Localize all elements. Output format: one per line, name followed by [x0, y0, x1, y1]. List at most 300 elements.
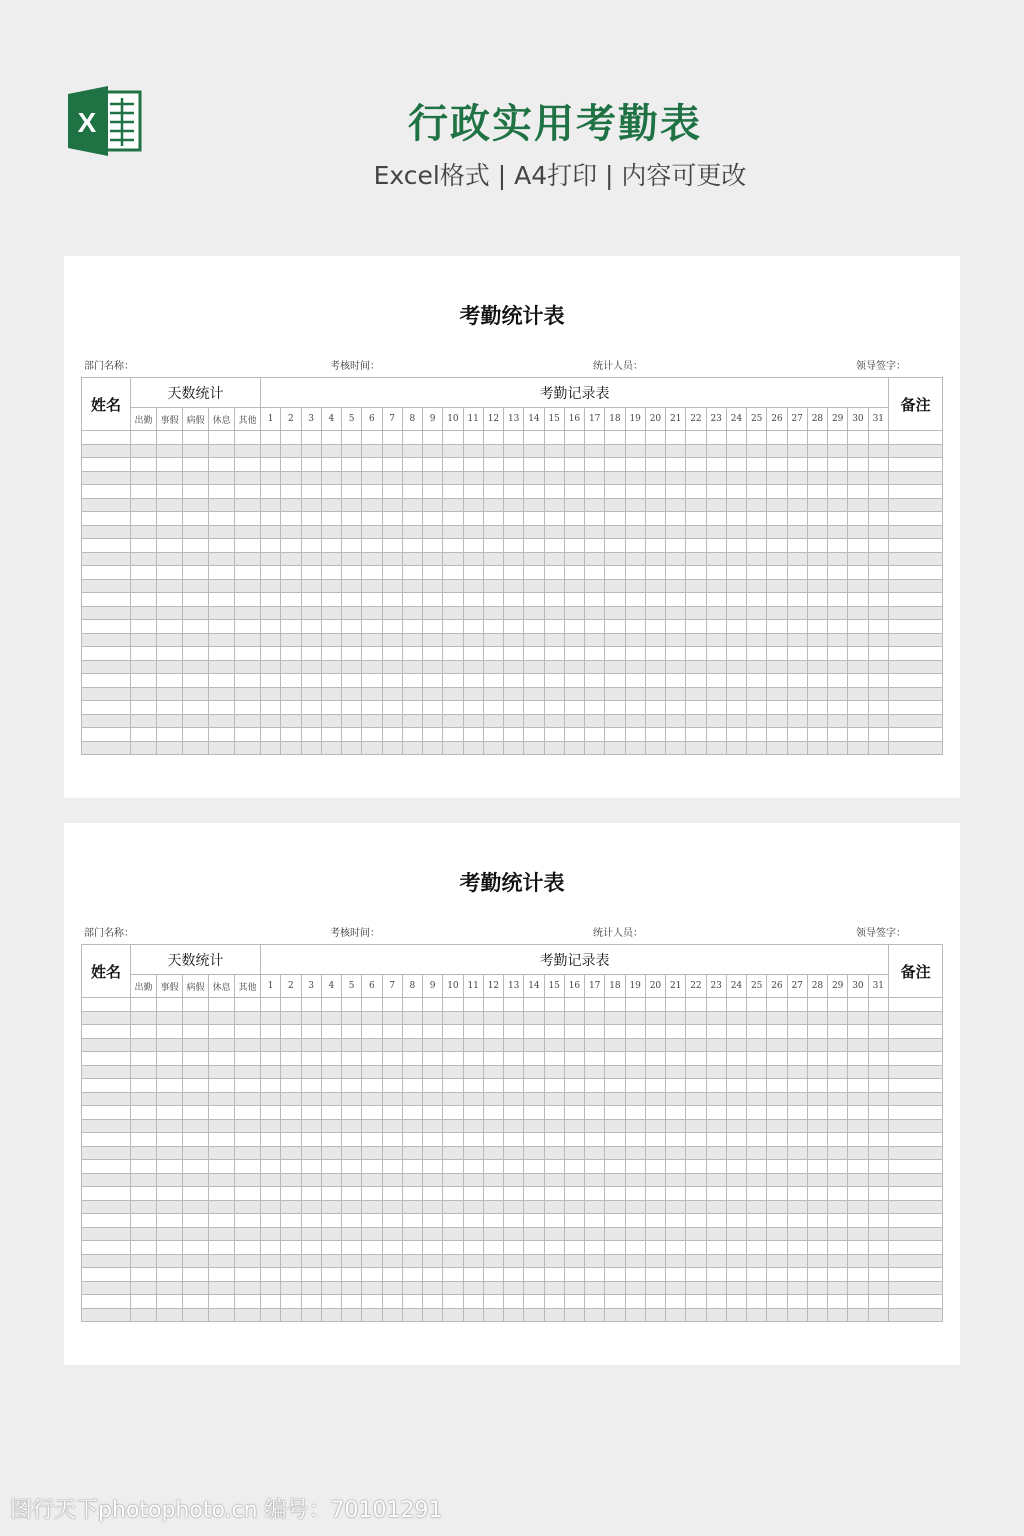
table-cell[interactable]	[504, 566, 524, 580]
table-cell[interactable]	[767, 512, 787, 526]
table-cell[interactable]	[686, 660, 706, 674]
table-cell[interactable]	[131, 1241, 157, 1255]
table-cell[interactable]	[807, 1065, 827, 1079]
table-cell[interactable]	[131, 1187, 157, 1201]
table-cell[interactable]	[666, 633, 686, 647]
table-cell[interactable]	[183, 714, 209, 728]
table-cell[interactable]	[483, 1092, 503, 1106]
table-cell[interactable]	[848, 1160, 868, 1174]
table-cell[interactable]	[382, 1241, 402, 1255]
table-cell[interactable]	[362, 431, 382, 445]
table-cell[interactable]	[209, 539, 235, 553]
table-cell[interactable]	[82, 593, 131, 607]
table-cell[interactable]	[544, 485, 564, 499]
table-cell[interactable]	[504, 998, 524, 1012]
table-cell[interactable]	[131, 512, 157, 526]
table-cell[interactable]	[625, 998, 645, 1012]
table-cell[interactable]	[157, 1106, 183, 1120]
table-cell[interactable]	[443, 1200, 463, 1214]
table-cell[interactable]	[463, 1160, 483, 1174]
table-cell[interactable]	[301, 566, 321, 580]
table-cell[interactable]	[828, 1052, 848, 1066]
table-cell[interactable]	[767, 1308, 787, 1322]
table-cell[interactable]	[183, 687, 209, 701]
table-cell[interactable]	[787, 1052, 807, 1066]
table-cell[interactable]	[423, 431, 443, 445]
table-cell[interactable]	[625, 687, 645, 701]
table-cell[interactable]	[726, 444, 746, 458]
table-cell[interactable]	[645, 1295, 665, 1309]
table-cell[interactable]	[524, 1106, 544, 1120]
table-cell[interactable]	[402, 485, 422, 499]
table-cell[interactable]	[321, 1308, 341, 1322]
table-cell[interactable]	[767, 1079, 787, 1093]
table-cell[interactable]	[787, 1065, 807, 1079]
table-cell[interactable]	[342, 444, 362, 458]
table-cell[interactable]	[423, 512, 443, 526]
table-cell[interactable]	[848, 1214, 868, 1228]
table-cell[interactable]	[443, 1241, 463, 1255]
table-cell[interactable]	[807, 687, 827, 701]
table-cell[interactable]	[787, 1119, 807, 1133]
table-cell[interactable]	[82, 1295, 131, 1309]
table-cell[interactable]	[463, 1011, 483, 1025]
table-cell[interactable]	[342, 552, 362, 566]
table-cell[interactable]	[235, 444, 261, 458]
table-cell[interactable]	[423, 485, 443, 499]
table-cell[interactable]	[183, 1146, 209, 1160]
table-cell[interactable]	[209, 1038, 235, 1052]
table-cell[interactable]	[235, 1281, 261, 1295]
table-cell[interactable]	[605, 593, 625, 607]
table-cell[interactable]	[544, 633, 564, 647]
table-cell[interactable]	[235, 647, 261, 661]
table-cell[interactable]	[524, 1065, 544, 1079]
table-cell[interactable]	[889, 1119, 943, 1133]
table-cell[interactable]	[261, 539, 281, 553]
table-cell[interactable]	[402, 593, 422, 607]
table-cell[interactable]	[483, 593, 503, 607]
table-cell[interactable]	[342, 1052, 362, 1066]
table-cell[interactable]	[706, 1227, 726, 1241]
table-cell[interactable]	[848, 1187, 868, 1201]
table-cell[interactable]	[726, 606, 746, 620]
table-cell[interactable]	[261, 525, 281, 539]
table-cell[interactable]	[362, 539, 382, 553]
table-cell[interactable]	[524, 471, 544, 485]
table-cell[interactable]	[625, 593, 645, 607]
table-cell[interactable]	[261, 1241, 281, 1255]
table-cell[interactable]	[423, 741, 443, 755]
table-cell[interactable]	[889, 1160, 943, 1174]
table-cell[interactable]	[362, 998, 382, 1012]
table-cell[interactable]	[483, 539, 503, 553]
table-cell[interactable]	[706, 674, 726, 688]
table-cell[interactable]	[402, 1308, 422, 1322]
table-cell[interactable]	[82, 525, 131, 539]
table-cell[interactable]	[321, 1295, 341, 1309]
table-cell[interactable]	[183, 539, 209, 553]
table-cell[interactable]	[281, 1025, 301, 1039]
table-cell[interactable]	[443, 1052, 463, 1066]
table-cell[interactable]	[321, 1227, 341, 1241]
table-cell[interactable]	[183, 1160, 209, 1174]
table-cell[interactable]	[767, 458, 787, 472]
table-cell[interactable]	[483, 512, 503, 526]
table-cell[interactable]	[625, 1011, 645, 1025]
table-cell[interactable]	[483, 1011, 503, 1025]
table-cell[interactable]	[726, 1079, 746, 1093]
table-cell[interactable]	[666, 485, 686, 499]
table-cell[interactable]	[605, 485, 625, 499]
table-cell[interactable]	[402, 1241, 422, 1255]
table-cell[interactable]	[235, 728, 261, 742]
table-cell[interactable]	[767, 1160, 787, 1174]
table-cell[interactable]	[747, 512, 767, 526]
table-cell[interactable]	[423, 633, 443, 647]
table-cell[interactable]	[585, 687, 605, 701]
table-cell[interactable]	[342, 998, 362, 1012]
table-cell[interactable]	[281, 471, 301, 485]
table-cell[interactable]	[666, 674, 686, 688]
table-cell[interactable]	[807, 593, 827, 607]
table-cell[interactable]	[362, 620, 382, 634]
table-cell[interactable]	[157, 566, 183, 580]
table-cell[interactable]	[261, 485, 281, 499]
table-cell[interactable]	[828, 1025, 848, 1039]
table-cell[interactable]	[342, 471, 362, 485]
table-cell[interactable]	[666, 552, 686, 566]
table-cell[interactable]	[423, 539, 443, 553]
table-cell[interactable]	[767, 687, 787, 701]
table-cell[interactable]	[301, 1173, 321, 1187]
table-cell[interactable]	[463, 1092, 483, 1106]
table-cell[interactable]	[131, 998, 157, 1012]
table-cell[interactable]	[82, 1133, 131, 1147]
table-cell[interactable]	[321, 1011, 341, 1025]
table-cell[interactable]	[828, 1173, 848, 1187]
table-cell[interactable]	[625, 714, 645, 728]
table-cell[interactable]	[131, 1146, 157, 1160]
table-cell[interactable]	[787, 579, 807, 593]
table-cell[interactable]	[301, 1025, 321, 1039]
table-cell[interactable]	[564, 728, 584, 742]
table-cell[interactable]	[183, 998, 209, 1012]
table-cell[interactable]	[848, 647, 868, 661]
table-cell[interactable]	[342, 1146, 362, 1160]
table-cell[interactable]	[828, 714, 848, 728]
table-cell[interactable]	[848, 1146, 868, 1160]
table-cell[interactable]	[787, 1214, 807, 1228]
table-cell[interactable]	[726, 1308, 746, 1322]
table-cell[interactable]	[564, 620, 584, 634]
table-cell[interactable]	[868, 714, 889, 728]
table-cell[interactable]	[82, 1079, 131, 1093]
table-cell[interactable]	[848, 1119, 868, 1133]
table-cell[interactable]	[686, 620, 706, 634]
table-cell[interactable]	[209, 660, 235, 674]
table-cell[interactable]	[362, 741, 382, 755]
table-cell[interactable]	[828, 471, 848, 485]
table-cell[interactable]	[281, 1173, 301, 1187]
table-cell[interactable]	[321, 687, 341, 701]
table-cell[interactable]	[82, 539, 131, 553]
table-cell[interactable]	[564, 1146, 584, 1160]
table-cell[interactable]	[504, 1052, 524, 1066]
table-cell[interactable]	[605, 1295, 625, 1309]
table-cell[interactable]	[787, 1133, 807, 1147]
table-cell[interactable]	[787, 1011, 807, 1025]
table-cell[interactable]	[645, 1281, 665, 1295]
table-cell[interactable]	[585, 1173, 605, 1187]
table-cell[interactable]	[82, 1052, 131, 1066]
table-cell[interactable]	[209, 1281, 235, 1295]
table-cell[interactable]	[382, 525, 402, 539]
table-cell[interactable]	[281, 1133, 301, 1147]
table-cell[interactable]	[82, 566, 131, 580]
table-cell[interactable]	[868, 566, 889, 580]
table-cell[interactable]	[625, 525, 645, 539]
table-cell[interactable]	[666, 1187, 686, 1201]
table-cell[interactable]	[281, 498, 301, 512]
table-cell[interactable]	[564, 566, 584, 580]
table-cell[interactable]	[524, 539, 544, 553]
table-cell[interactable]	[443, 1227, 463, 1241]
table-cell[interactable]	[209, 1119, 235, 1133]
table-cell[interactable]	[157, 1214, 183, 1228]
table-cell[interactable]	[747, 444, 767, 458]
table-cell[interactable]	[183, 647, 209, 661]
table-cell[interactable]	[261, 1106, 281, 1120]
table-cell[interactable]	[235, 1160, 261, 1174]
table-cell[interactable]	[868, 552, 889, 566]
table-cell[interactable]	[807, 458, 827, 472]
table-cell[interactable]	[281, 714, 301, 728]
table-cell[interactable]	[747, 998, 767, 1012]
table-cell[interactable]	[889, 1146, 943, 1160]
table-cell[interactable]	[645, 579, 665, 593]
table-cell[interactable]	[443, 1106, 463, 1120]
table-cell[interactable]	[625, 1200, 645, 1214]
table-cell[interactable]	[544, 458, 564, 472]
table-cell[interactable]	[209, 579, 235, 593]
table-cell[interactable]	[382, 606, 402, 620]
table-cell[interactable]	[342, 687, 362, 701]
table-cell[interactable]	[483, 647, 503, 661]
table-cell[interactable]	[209, 620, 235, 634]
table-cell[interactable]	[382, 1187, 402, 1201]
table-cell[interactable]	[362, 1079, 382, 1093]
table-cell[interactable]	[423, 1079, 443, 1093]
table-cell[interactable]	[666, 998, 686, 1012]
table-cell[interactable]	[342, 1254, 362, 1268]
table-cell[interactable]	[443, 620, 463, 634]
table-cell[interactable]	[544, 1173, 564, 1187]
table-cell[interactable]	[625, 1160, 645, 1174]
table-cell[interactable]	[281, 444, 301, 458]
table-cell[interactable]	[868, 593, 889, 607]
table-cell[interactable]	[301, 1079, 321, 1093]
table-cell[interactable]	[706, 1146, 726, 1160]
table-cell[interactable]	[524, 579, 544, 593]
table-cell[interactable]	[706, 741, 726, 755]
table-cell[interactable]	[281, 728, 301, 742]
table-cell[interactable]	[889, 498, 943, 512]
table-cell[interactable]	[889, 1268, 943, 1282]
table-cell[interactable]	[686, 1052, 706, 1066]
table-cell[interactable]	[342, 458, 362, 472]
table-cell[interactable]	[767, 431, 787, 445]
table-cell[interactable]	[301, 998, 321, 1012]
table-cell[interactable]	[706, 1011, 726, 1025]
table-cell[interactable]	[747, 498, 767, 512]
table-cell[interactable]	[747, 1119, 767, 1133]
table-cell[interactable]	[261, 1119, 281, 1133]
table-cell[interactable]	[666, 728, 686, 742]
table-cell[interactable]	[524, 660, 544, 674]
table-cell[interactable]	[787, 647, 807, 661]
table-cell[interactable]	[301, 1308, 321, 1322]
table-cell[interactable]	[666, 539, 686, 553]
table-cell[interactable]	[183, 1025, 209, 1039]
table-cell[interactable]	[828, 458, 848, 472]
table-cell[interactable]	[402, 647, 422, 661]
table-cell[interactable]	[443, 498, 463, 512]
table-cell[interactable]	[483, 1173, 503, 1187]
table-cell[interactable]	[423, 1160, 443, 1174]
table-cell[interactable]	[686, 1106, 706, 1120]
table-cell[interactable]	[686, 1281, 706, 1295]
table-cell[interactable]	[504, 633, 524, 647]
table-cell[interactable]	[747, 606, 767, 620]
table-cell[interactable]	[483, 620, 503, 634]
table-cell[interactable]	[362, 1106, 382, 1120]
table-cell[interactable]	[131, 714, 157, 728]
table-cell[interactable]	[362, 1038, 382, 1052]
table-cell[interactable]	[787, 525, 807, 539]
table-cell[interactable]	[423, 1025, 443, 1039]
table-cell[interactable]	[504, 1200, 524, 1214]
table-cell[interactable]	[666, 1092, 686, 1106]
table-cell[interactable]	[183, 1200, 209, 1214]
table-cell[interactable]	[889, 1065, 943, 1079]
table-cell[interactable]	[402, 1187, 422, 1201]
table-cell[interactable]	[235, 552, 261, 566]
table-cell[interactable]	[686, 674, 706, 688]
table-cell[interactable]	[131, 552, 157, 566]
table-cell[interactable]	[787, 728, 807, 742]
table-cell[interactable]	[564, 1160, 584, 1174]
table-cell[interactable]	[261, 1079, 281, 1093]
table-cell[interactable]	[625, 431, 645, 445]
table-cell[interactable]	[564, 1227, 584, 1241]
table-cell[interactable]	[828, 687, 848, 701]
table-cell[interactable]	[342, 1065, 362, 1079]
table-cell[interactable]	[82, 714, 131, 728]
table-cell[interactable]	[686, 539, 706, 553]
table-cell[interactable]	[524, 741, 544, 755]
table-cell[interactable]	[423, 620, 443, 634]
table-cell[interactable]	[82, 1038, 131, 1052]
table-cell[interactable]	[423, 1200, 443, 1214]
table-cell[interactable]	[157, 620, 183, 634]
table-cell[interactable]	[726, 633, 746, 647]
table-cell[interactable]	[423, 525, 443, 539]
table-cell[interactable]	[504, 1187, 524, 1201]
table-cell[interactable]	[787, 1241, 807, 1255]
table-cell[interactable]	[301, 1133, 321, 1147]
table-cell[interactable]	[301, 498, 321, 512]
table-cell[interactable]	[625, 1241, 645, 1255]
table-cell[interactable]	[807, 633, 827, 647]
table-cell[interactable]	[261, 498, 281, 512]
table-cell[interactable]	[807, 1052, 827, 1066]
table-cell[interactable]	[747, 1092, 767, 1106]
table-cell[interactable]	[301, 1241, 321, 1255]
table-cell[interactable]	[402, 741, 422, 755]
table-cell[interactable]	[382, 1173, 402, 1187]
table-cell[interactable]	[747, 579, 767, 593]
table-cell[interactable]	[564, 1281, 584, 1295]
table-cell[interactable]	[868, 674, 889, 688]
table-cell[interactable]	[362, 1160, 382, 1174]
table-cell[interactable]	[564, 471, 584, 485]
table-cell[interactable]	[706, 1133, 726, 1147]
table-cell[interactable]	[321, 485, 341, 499]
table-cell[interactable]	[362, 606, 382, 620]
table-cell[interactable]	[848, 1025, 868, 1039]
table-cell[interactable]	[157, 1146, 183, 1160]
table-cell[interactable]	[645, 1187, 665, 1201]
table-cell[interactable]	[787, 552, 807, 566]
table-cell[interactable]	[423, 1052, 443, 1066]
table-cell[interactable]	[342, 1133, 362, 1147]
table-cell[interactable]	[544, 1038, 564, 1052]
table-cell[interactable]	[767, 701, 787, 715]
table-cell[interactable]	[362, 1052, 382, 1066]
table-cell[interactable]	[423, 1038, 443, 1052]
table-cell[interactable]	[301, 444, 321, 458]
table-cell[interactable]	[807, 444, 827, 458]
table-cell[interactable]	[544, 1025, 564, 1039]
table-cell[interactable]	[605, 647, 625, 661]
table-cell[interactable]	[423, 1011, 443, 1025]
table-cell[interactable]	[382, 1295, 402, 1309]
table-cell[interactable]	[666, 647, 686, 661]
table-cell[interactable]	[666, 741, 686, 755]
table-cell[interactable]	[848, 525, 868, 539]
table-cell[interactable]	[564, 498, 584, 512]
table-cell[interactable]	[443, 1038, 463, 1052]
table-cell[interactable]	[524, 525, 544, 539]
table-cell[interactable]	[564, 593, 584, 607]
table-cell[interactable]	[848, 620, 868, 634]
table-cell[interactable]	[645, 660, 665, 674]
table-cell[interactable]	[235, 498, 261, 512]
table-cell[interactable]	[261, 1038, 281, 1052]
table-cell[interactable]	[463, 1308, 483, 1322]
table-cell[interactable]	[605, 579, 625, 593]
table-cell[interactable]	[131, 444, 157, 458]
table-cell[interactable]	[382, 1146, 402, 1160]
table-cell[interactable]	[131, 1025, 157, 1039]
table-cell[interactable]	[868, 1295, 889, 1309]
table-cell[interactable]	[235, 539, 261, 553]
table-cell[interactable]	[767, 1133, 787, 1147]
table-cell[interactable]	[82, 471, 131, 485]
table-cell[interactable]	[342, 1119, 362, 1133]
table-cell[interactable]	[131, 1173, 157, 1187]
